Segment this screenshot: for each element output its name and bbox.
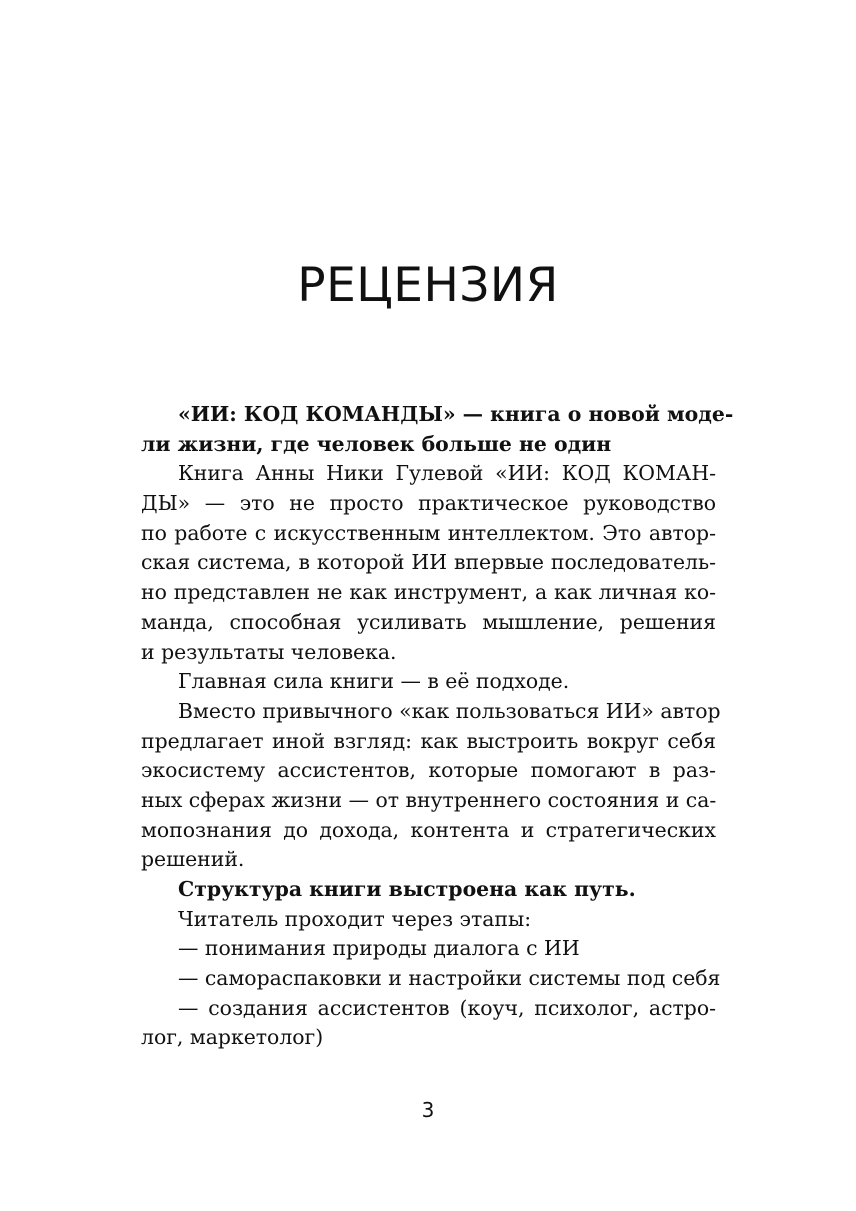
text-line: ных сферах жизни — от внутреннего состояния и са-	[141, 787, 717, 812]
text-line: по работе с искусственным интеллектом. Это автор-	[141, 520, 716, 545]
text-line: экосистему ассистентов, которые помогают в раз-	[141, 758, 716, 783]
review-body	[141, 400, 734, 1053]
text-line: Читатель проходит через этапы:	[178, 906, 532, 931]
text-line: Книга Анны Ники Гулевой «ИИ: КОД КОМАН-	[178, 461, 716, 486]
text-line: лог, маркетолог)	[141, 1025, 324, 1050]
text-line: но представлен не как инструмент, а как личная ко-	[141, 580, 716, 605]
page-number: 3	[421, 1098, 435, 1122]
paragraph	[141, 697, 721, 875]
page-title: РЕЦЕНЗИЯ	[297, 258, 559, 313]
text-line: мопознания до дохода, контента и стратегических	[141, 817, 716, 842]
paragraph	[141, 459, 716, 667]
text-line: — понимания природы диалога с ИИ	[178, 936, 580, 961]
text-line: «ИИ: КОД КОМАНДЫ» — книга о новой моде-	[178, 402, 734, 426]
text-line: — самораспаковки и настройки системы под себя	[178, 966, 721, 991]
text-line: Структура книги выстроена как путь.	[178, 877, 636, 901]
text-line: Главная сила книги — в её подходе.	[178, 669, 570, 694]
paragraph	[141, 875, 716, 905]
paragraph	[141, 667, 716, 697]
text-line: и результаты человека.	[141, 639, 397, 664]
text-line: — создания ассистентов (коуч, психолог, астро-	[178, 995, 716, 1020]
paragraph	[141, 964, 721, 994]
text-line: ДЫ» — это не просто практическое руководство	[141, 491, 716, 516]
text-line: решений.	[141, 847, 245, 872]
text-line: Вместо привычного «как пользоваться ИИ» автор	[178, 698, 721, 723]
text-line: предлагает иной взгляд: как выстроить вокруг себя	[141, 728, 716, 753]
paragraph	[141, 934, 716, 964]
paragraph	[141, 994, 716, 1053]
paragraph	[141, 400, 734, 459]
paragraph	[141, 905, 716, 935]
text-line: манда, способная усиливать мышление, решения	[141, 609, 716, 634]
text-line: ли жизни, где человек больше не один	[141, 431, 612, 456]
text-line: ская система, в которой ИИ впервые последователь-	[141, 550, 716, 575]
